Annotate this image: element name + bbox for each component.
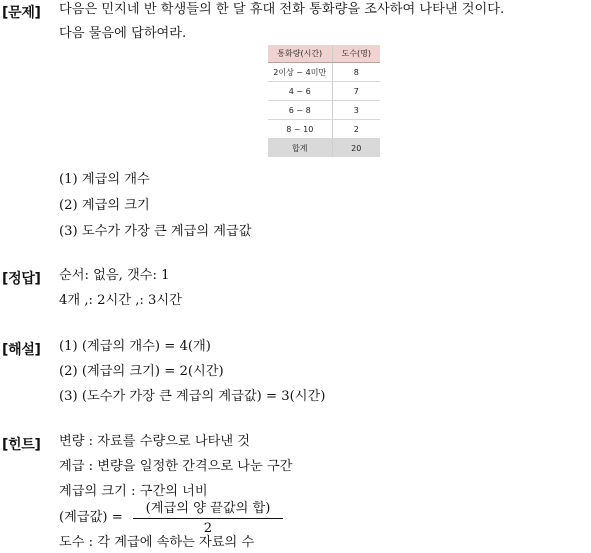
- table-row: [268, 120, 380, 139]
- hint-line-1: 변량 : 자료를 수량으로 나타낸 것: [59, 434, 251, 449]
- table-row: [268, 101, 380, 120]
- question-3: (3) 도수가 가장 큰 계급의 계급값: [59, 224, 252, 239]
- problem-tag: [문제]: [2, 5, 41, 21]
- hint-line-4: 도수 : 각 계급에 속하는 자료의 수: [59, 535, 255, 550]
- answer-line-2: 4개 ,: 2시간 ,: 3시간: [59, 293, 182, 308]
- header-call-time: 통화량(시간): [268, 45, 332, 63]
- frequency-cell: 7: [332, 82, 380, 101]
- frequency-cell: 8: [332, 63, 380, 82]
- fraction-denominator: 2: [203, 521, 213, 536]
- fraction-numerator: (계급의 양 끝값의 합): [145, 501, 271, 516]
- hint-line-3: 계급의 크기 : 구간의 너비: [59, 484, 208, 499]
- class-interval-cell: 6 ~ 8: [268, 101, 332, 120]
- hint-tag: [힌트]: [2, 437, 41, 453]
- total-value-cell: 20: [332, 139, 380, 158]
- problem-statement-line-1: 다음은 민지네 반 학생들의 한 달 휴대 전화 통화량을 조사하여 나타낸 것이다.: [59, 2, 505, 17]
- explanation-tag: [해설]: [2, 342, 41, 358]
- total-label-cell: 합계: [268, 139, 332, 158]
- explanation-line-2: (2) (계급의 크기) = 2(시간): [59, 364, 224, 379]
- class-interval-cell: 2이상 ~ 4미만: [268, 63, 332, 82]
- table-total-row: [268, 139, 380, 158]
- class-interval-cell: 4 ~ 6: [268, 82, 332, 101]
- class-interval-cell: 8 ~ 10: [268, 120, 332, 139]
- frequency-cell: 2: [332, 120, 380, 139]
- explanation-line-3: (3) (도수가 가장 큰 계급의 계급값) = 3(시간): [59, 389, 326, 404]
- hint-line-2: 계급 : 변량을 일정한 간격으로 나눈 구간: [59, 459, 293, 474]
- class-mark-fraction: [133, 500, 283, 537]
- table-row: [268, 82, 380, 101]
- fraction-bar: [133, 518, 283, 519]
- question-1: (1) 계급의 개수: [59, 172, 150, 187]
- table-row: [268, 63, 380, 82]
- problem-statement-line-2: 다음 물음에 답하여라.: [59, 26, 187, 41]
- answer-tag: [정답]: [2, 271, 41, 287]
- header-frequency: 도수(명): [332, 45, 380, 63]
- table-header-row: [268, 45, 380, 63]
- explanation-line-1: (1) (계급의 개수) = 4(개): [59, 339, 211, 354]
- formula-lhs: (계급값) =: [59, 510, 123, 525]
- frequency-table: [268, 45, 380, 157]
- frequency-cell: 3: [332, 101, 380, 120]
- answer-line-1: 순서: 없음, 갯수: 1: [59, 268, 170, 283]
- question-2: (2) 계급의 크기: [59, 198, 150, 213]
